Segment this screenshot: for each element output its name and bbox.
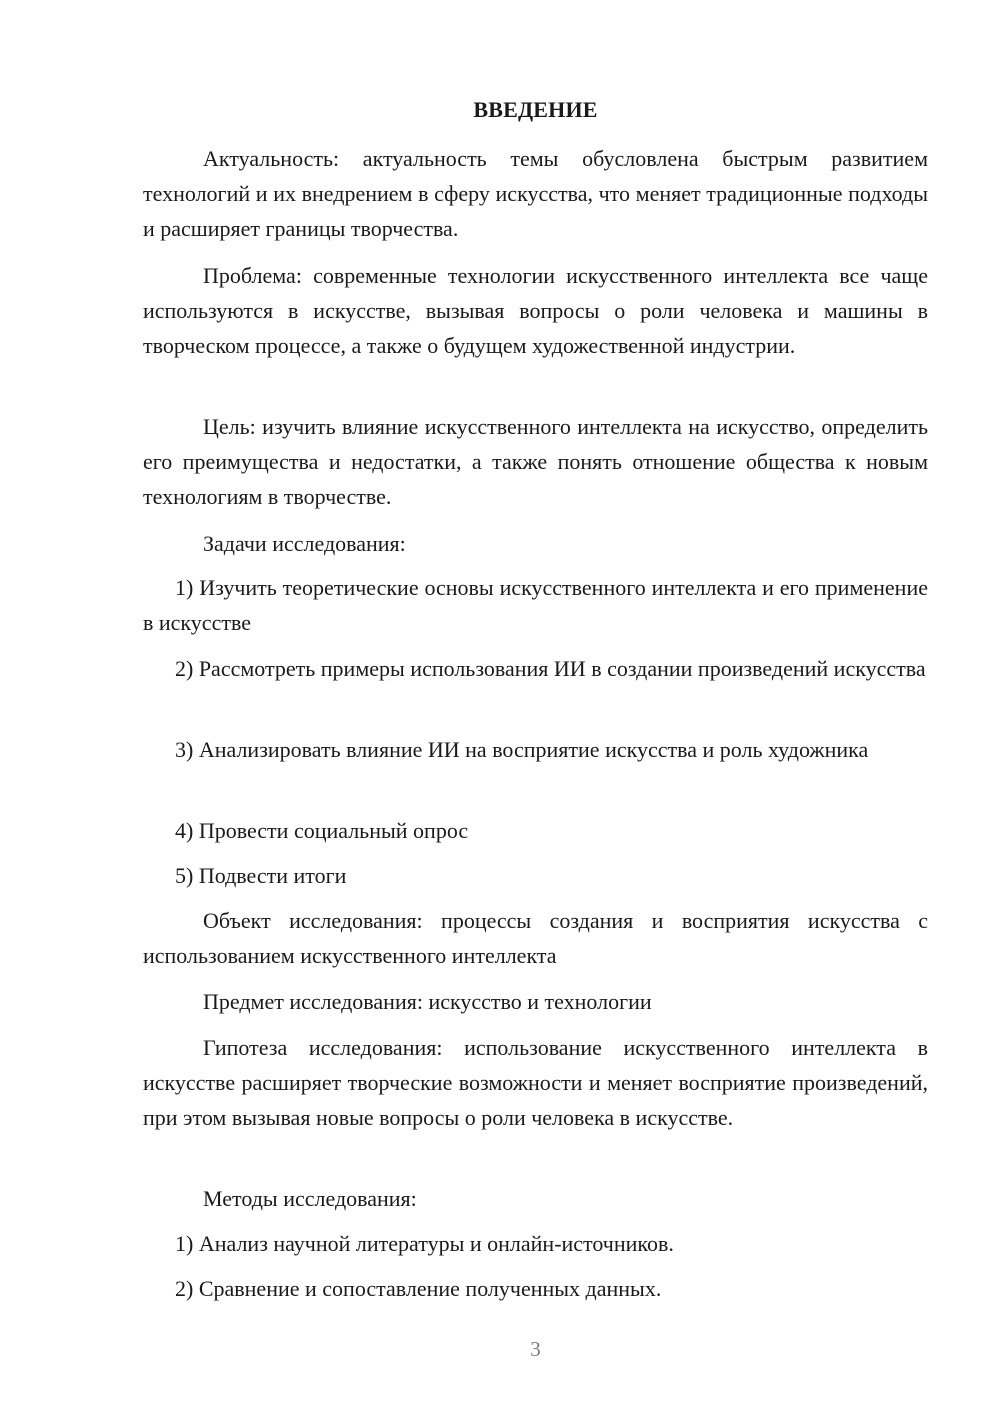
- list-item-task-3: 3) Анализировать влияние ИИ на восприятие искусства и роль художника: [175, 737, 869, 762]
- paragraph-problem: Проблема: современные технологии искусственного интеллекта все чаще используются в искусстве, вызывая вопросы о роли человека и машины в творческом процессе, а также о будущем художественной индустрии.: [143, 263, 928, 358]
- page-number: 3: [530, 1337, 541, 1361]
- paragraph-goal: Цель: изучить влияние искусственного интеллекта на искусство, определить его преимущества и недостатки, а также понять отношение общества к новым технологиям в творчестве.: [143, 414, 928, 509]
- heading-research-tasks: Задачи исследования:: [203, 531, 406, 556]
- list-item-method-2: 2) Сравнение и сопоставление полученных данных.: [175, 1276, 662, 1301]
- list-item-method-1: 1) Анализ научной литературы и онлайн-источников.: [175, 1231, 674, 1256]
- list-item-task-5: 5) Подвести итоги: [175, 863, 347, 888]
- heading-research-methods: Методы исследования:: [203, 1186, 417, 1211]
- paragraph-relevance: Актуальность: актуальность темы обусловлена быстрым развитием технологий и их внедрением в сферу искусства, что меняет традиционные подходы и расширяет границы творчества.: [143, 146, 928, 241]
- paragraph-research-subject: Предмет исследования: искусство и технологии: [203, 989, 652, 1014]
- list-item-task-2: 2) Рассмотреть примеры использования ИИ в создании произведений искусства: [175, 656, 926, 681]
- paragraph-research-object: Объект исследования: процессы создания и восприятия искусства с использованием искусственного интеллекта: [143, 908, 928, 968]
- list-item-task-1: 1) Изучить теоретические основы искусственного интеллекта и его применение в искусстве: [143, 575, 928, 635]
- document-page: [143, 0, 928, 1414]
- paragraph-hypothesis: Гипотеза исследования: использование искусственного интеллекта в искусстве расширяет творческие возможности и меняет восприятие произведений, при этом вызывая новые вопросы о роли человека в искусстве.: [143, 1035, 928, 1130]
- section-title: ВВЕДЕНИЕ: [473, 97, 598, 122]
- list-item-task-4: 4) Провести социальный опрос: [175, 818, 469, 843]
